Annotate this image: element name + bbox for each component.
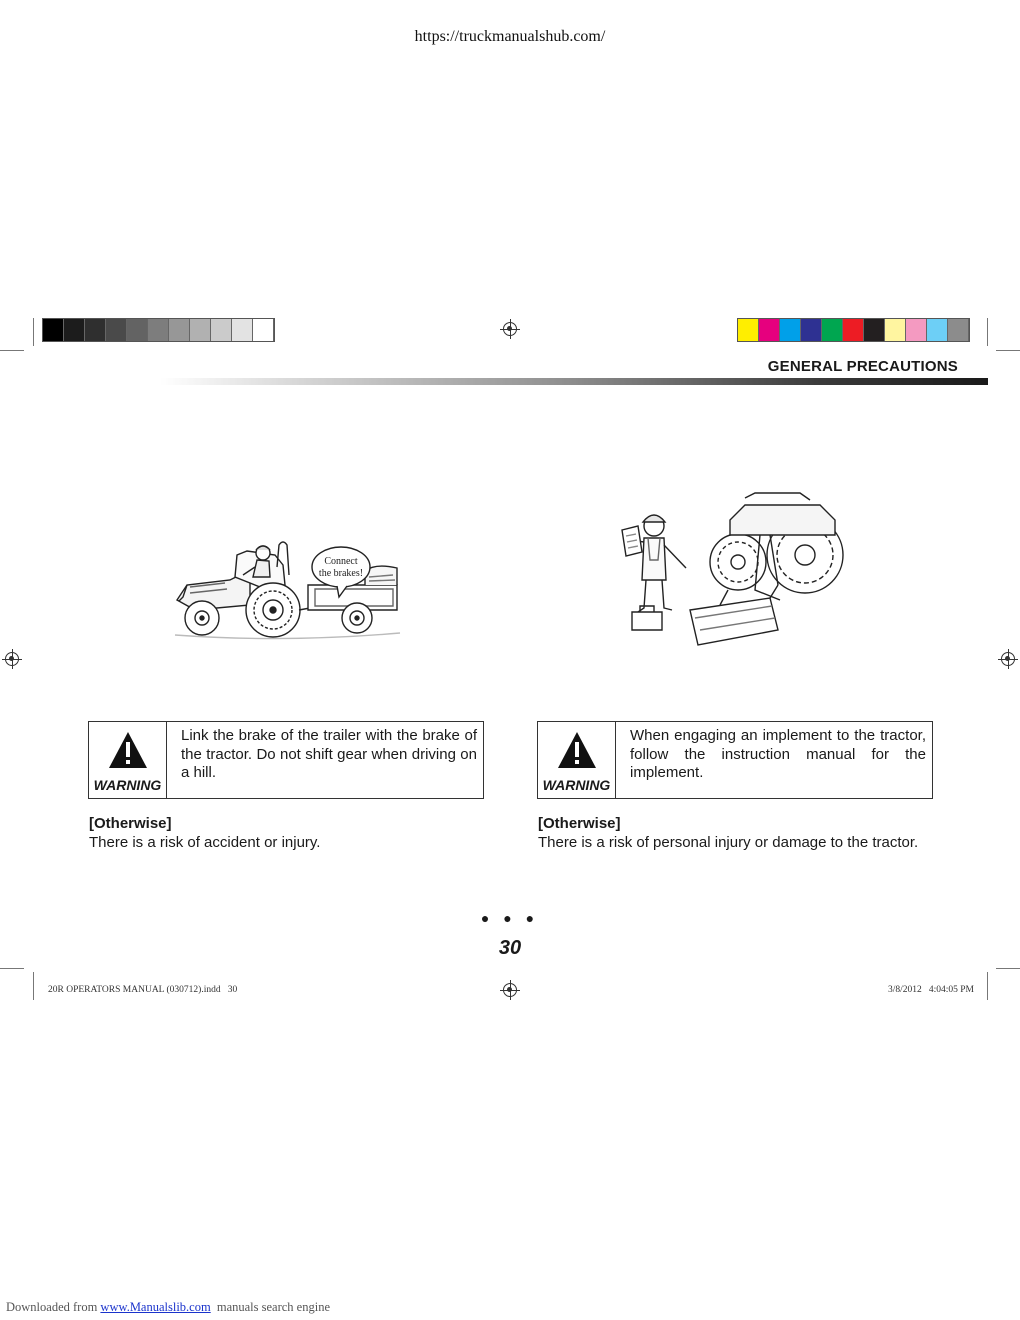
download-prefix: Downloaded from bbox=[6, 1300, 98, 1314]
color-swatch bbox=[885, 319, 906, 341]
crop-mark bbox=[996, 968, 1020, 969]
process-color-bar bbox=[737, 318, 970, 342]
warning-label: WARNING bbox=[542, 777, 611, 793]
warning-triangle-icon bbox=[557, 731, 597, 769]
crop-mark bbox=[987, 318, 988, 346]
warning-box bbox=[537, 721, 933, 799]
color-swatch bbox=[780, 319, 801, 341]
color-swatch bbox=[948, 319, 969, 341]
gray-swatch bbox=[127, 319, 148, 341]
gray-swatch bbox=[106, 319, 127, 341]
otherwise-heading: [Otherwise] bbox=[538, 815, 621, 832]
color-swatch bbox=[843, 319, 864, 341]
gray-swatch bbox=[190, 319, 211, 341]
color-swatch bbox=[759, 319, 780, 341]
tractor-trailer-illustration bbox=[165, 505, 405, 650]
gray-swatch bbox=[232, 319, 253, 341]
warning-text: When engaging an implement to the tractor, follow the instruction manual for the implement. bbox=[630, 727, 926, 781]
download-credit bbox=[6, 1300, 330, 1315]
gray-swatch bbox=[85, 319, 106, 341]
mechanic-implement-illustration bbox=[620, 490, 848, 650]
registration-mark-icon bbox=[503, 322, 517, 336]
otherwise-text: There is a risk of personal injury or damage to the tractor. bbox=[538, 834, 919, 851]
color-swatch bbox=[822, 319, 843, 341]
download-suffix: manuals search engine bbox=[216, 1300, 330, 1314]
warning-box bbox=[88, 721, 484, 799]
color-swatch bbox=[906, 319, 927, 341]
source-url[interactable]: https://truckmanualshub.com/ bbox=[414, 28, 606, 45]
section-title: GENERAL PRECAUTIONS bbox=[767, 358, 958, 375]
gray-color-bar bbox=[42, 318, 275, 342]
otherwise-text: There is a risk of accident or injury. bbox=[89, 834, 321, 851]
gray-swatch bbox=[148, 319, 169, 341]
warning-label: WARNING bbox=[93, 777, 162, 793]
file-slug: 20R OPERATORS MANUAL (030712).indd 30 bbox=[48, 985, 238, 995]
otherwise-heading: [Otherwise] bbox=[89, 815, 172, 832]
warning-triangle-icon bbox=[108, 731, 148, 769]
print-timestamp: 3/8/2012 4:04:05 PM bbox=[887, 985, 974, 995]
crop-mark bbox=[987, 972, 988, 1000]
gray-swatch bbox=[64, 319, 85, 341]
crop-mark bbox=[33, 972, 34, 1000]
crop-mark bbox=[0, 968, 24, 969]
speech-bubble-text: Connect the brakes! bbox=[318, 556, 364, 579]
registration-mark-icon bbox=[5, 652, 19, 666]
manualslib-link[interactable]: www.Manualslib.com bbox=[100, 1300, 211, 1314]
warning-icon-cell bbox=[538, 722, 616, 798]
page-dots: ● ● ● bbox=[480, 910, 540, 926]
registration-mark-icon bbox=[503, 983, 517, 997]
crop-mark bbox=[0, 350, 24, 351]
gray-swatch bbox=[253, 319, 274, 341]
section-rule bbox=[160, 378, 988, 385]
color-swatch bbox=[738, 319, 759, 341]
color-swatch bbox=[864, 319, 885, 341]
gray-swatch bbox=[211, 319, 232, 341]
crop-mark bbox=[996, 350, 1020, 351]
gray-swatch bbox=[169, 319, 190, 341]
registration-mark-icon bbox=[1001, 652, 1015, 666]
warning-text: Link the brake of the trailer with the brake of the tractor. Do not shift gear when driving on a hill. bbox=[181, 727, 477, 781]
crop-mark bbox=[33, 318, 34, 346]
color-swatch bbox=[927, 319, 948, 341]
warning-icon-cell bbox=[89, 722, 167, 798]
page-number: 30 bbox=[498, 937, 522, 959]
color-swatch bbox=[801, 319, 822, 341]
gray-swatch bbox=[43, 319, 64, 341]
